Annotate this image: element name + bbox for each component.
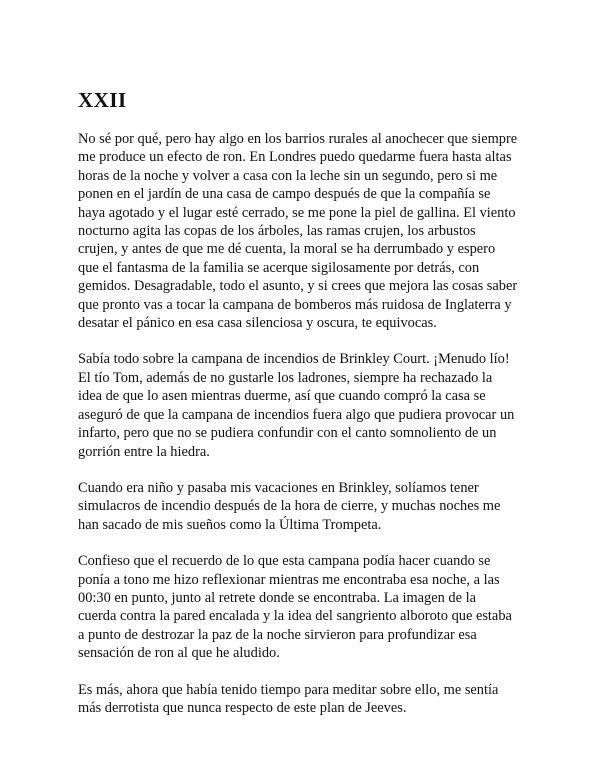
paragraph-1: No sé por qué, pero hay algo en los barrios rurales al anochecer que siempre me produce un efecto de ron. En Londres puedo quedarme fuera hasta altas horas de la noche y volver a casa con la leche sin un segundo, pero si me ponen en el jardín de una casa de campo después de que la compañía se haya agotado y el lugar esté cerrado, se me pone la piel de gallina. El viento nocturno agita las copas de los árboles, las ramas crujen, los arbustos crujen, y antes de que me dé cuenta, la moral se ha derrumbado y espero que el fantasma de la familia se acerque sigilosamente por detrás, con gemidos. Desagradable, todo el asunto, y si crees que mejora las cosas saber que pronto vas a tocar la campana de bomberos más ruidosa de Inglaterra y desatar el pánico en esa casa silenciosa y oscura, te equivocas. [78, 131, 518, 332]
chapter-title: XXII [78, 88, 127, 112]
document-page [78, 88, 538, 735]
paragraph-5: Es más, ahora que había tenido tiempo para meditar sobre ello, me sentía más derrotista que nunca respecto de este plan de Jeeves. [78, 681, 499, 716]
paragraph-4: Confieso que el recuerdo de lo que esta campana podía hacer cuando se ponía a tono me hizo reflexionar mientras me encontraba esa noche, a las 00:30 en punto, junto al retrete donde se encontraba. La imagen de la cuerda contra la pared encalada y la idea del sangriento alboroto que estaba a punto de destrozar la paz de la noche sirvieron para profundizar esa sensación de ron al que he aludido. [78, 553, 512, 662]
paragraph-3: Cuando era niño y pasaba mis vacaciones en Brinkley, solíamos tener simulacros de incendio después de la hora de cierre, y muchas noches me han sacado de mis sueños como la Última Trompeta. [78, 479, 501, 533]
paragraph-2: Sabía todo sobre la campana de incendios de Brinkley Court. ¡Menudo lío! El tío Tom, además de no gustarle los ladrones, siempre ha rechazado la idea de que lo asen mientras duerme, así que cuando compró la casa se aseguró de que la campana de incendios fuera algo que pudiera provocar un infarto, pero que no se pudiera confundir con el canto somnoliento de un gorrión entre la hiedra. [78, 351, 515, 460]
